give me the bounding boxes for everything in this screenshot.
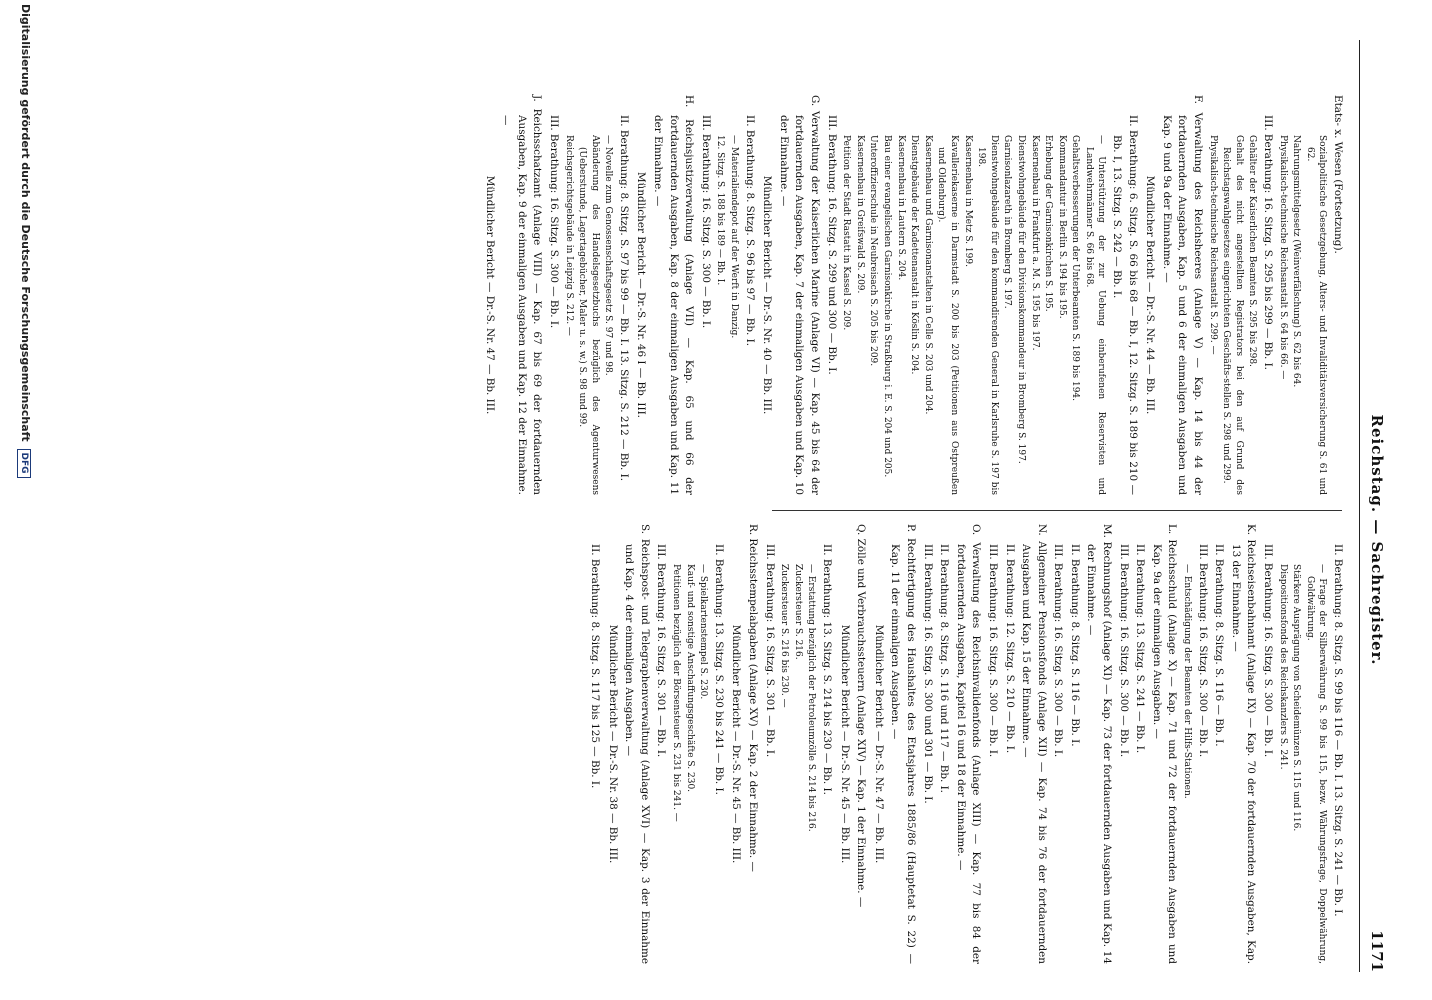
- index-entry: — Frage der Silberwährung S. 99 bis 115, bezw. Währungsfrage, Doppelwährung, Goldwährung.: [1304, 564, 1328, 964]
- index-entry: Reichsgerichtsgebäude in Leipzig S. 212. —: [563, 135, 574, 336]
- index-entry: Gehalt des nicht angestellten Registrators bei den auf Grund des Reichstagswahlgesetzes eingerichteten Geschäfts-stellen S. 298 und 299.: [1221, 135, 1244, 495]
- index-entry: Q. Zölle und Verbrauchssteuern (Anlage XIV) — Kap. 1 der Einnahme. —: [855, 524, 868, 908]
- index-entry: Sozialpolitische Gesetzgebung, Alters- und Invaliditätsversicherung S. 61 und 62.: [1304, 135, 1328, 495]
- index-entry: — Entschädigung der Beamten der Hilfs-Stationen.: [1182, 564, 1193, 799]
- index-entry: III. Berathung: 16. Sitzg. S. 301 — Bb. I.: [655, 544, 668, 758]
- column-divider: [772, 510, 1342, 511]
- index-entry: III. Berathung: 16. Sitzg. S. 300 — Bb. I.: [1196, 544, 1209, 758]
- page-header: [1350, 0, 1386, 1000]
- index-entry: Stärkere Ausprägung von Scheidemünzen S. 115 und 116.: [1291, 564, 1302, 832]
- index-entry: Physikalisch-technische Reichsanstalt S. 64 bis 66. —: [1277, 135, 1288, 380]
- index-entry: Dispositionsfonds des Reichskanzlers S. 241.: [1277, 564, 1288, 770]
- index-entry: II. Berathung: 8. Sitzg. S. 116 — Bb. I.: [1068, 544, 1081, 747]
- index-entry: Gehälter der Kaiserlichen Beamten S. 295 bis 298.: [1247, 135, 1258, 367]
- index-entry: Mündlicher Bericht — Dr.-S. Nr. 45 — Bb. III.: [838, 624, 851, 864]
- dfg-logo: DFG: [17, 449, 31, 478]
- index-entry: M. Rechnungshof (Anlage XI) — Kap. 73 der fortdauernden Ausgaben und Kap. 14 der Einnahme. —: [1085, 524, 1114, 964]
- index-entry: III. Berathung: 16. Sitzg. S. 300 — Bb. I.: [1052, 544, 1065, 758]
- index-entry: S. Reichspost- und Telegraphenverwaltung (Anlage XVI) — Kap. 3 der Einnahme und Kap. 4 der einmaligen Ausgaben. —: [623, 524, 651, 964]
- index-entry: Erhebung der Garnisonkirchen S. 195.: [1043, 135, 1054, 312]
- index-entry: Dienstwohngebäude für den kommandirenden General in Karlsruhe S. 197 bis 198.: [976, 135, 999, 495]
- index-entry: Kasernenbau in Metz S. 199.: [962, 135, 973, 267]
- index-entry: II. Berathung: 8. Sitzg. S. 116 und 117 — Bb. I.: [938, 544, 951, 793]
- index-entry: III. Berathung: 16. Sitzg. S. 300 — Bb. I.: [1262, 544, 1275, 758]
- index-entry: Kavalleriekaserne in Darmstadt S. 200 bis 203 (Petitionen aus Ostpreußen und Oldenburg).: [936, 135, 959, 495]
- index-entry: N. Allgemeiner Pensionsfonds (Anlage XII) — Kap. 74 bis 76 der fortdauernden Ausgaben und Kap. 15 der Einnahme. —: [1020, 524, 1048, 964]
- index-entry: Mündlicher Bericht — Dr.-S. Nr. 47 — Bb. III.: [483, 175, 496, 415]
- index-entry: G. Verwaltung der Kaiserlichen Marine (Anlage VI) — Kap. 45 bis 64 der fortdauernden Ausgaben, Kap. 7 der einmaligen Ausgaben und Kap. 10 der Einnahme. —: [777, 95, 822, 495]
- index-entry: Etats- x. Wesen (Fortsetzung).: [1332, 95, 1344, 254]
- index-entry: Dienstgebäude der Kadettenanstalt in Köslin S. 204.: [909, 135, 920, 375]
- index-entry: Abänderung des Handelsgesetzbuchs bezüglich des Agenturwesens (Ueberstunde, Lagertagebücher, Maler u. s. w.) S. 98 und 99.: [577, 135, 600, 495]
- index-entry: Zuckersteuer S. 216 bis 230. —: [779, 564, 790, 708]
- right-column: [586, 524, 1346, 964]
- index-entry: — Materialiendepot auf der Werft in Danzig.: [729, 135, 740, 339]
- index-entry: Mündlicher Bericht — Dr.-S. Nr. 38 — Bb. III.: [606, 624, 619, 864]
- index-entry: — Erstattung bezüglich der Petroleumzölle S. 214 bis 216.: [806, 564, 817, 832]
- index-entry: Mündlicher Bericht — Dr.-S. Nr. 40 — Bb. III.: [761, 175, 774, 415]
- index-entry: III. Berathung: 16. Sitzg. S. 300 — Bb. I.: [547, 115, 560, 329]
- index-entry: Kommandantur in Berlin S. 194 bis 195.: [1056, 135, 1067, 319]
- index-entry: III. Berathung: 16. Sitzg. S. 300 — Bb. I.: [699, 115, 712, 329]
- index-entry: III. Berathung: 16. Sitzg. S. 295 bis 299 — Bb. I.: [1262, 115, 1275, 370]
- index-entry: O. Verwaltung des Reichsinvalidenfonds (Anlage XIII) — Kap. 77 bis 84 der fortdauernden Ausgaben, Kapitel 16 und 18 der Einnahme. —: [954, 524, 983, 964]
- page-number: 1171: [1368, 930, 1386, 972]
- index-entry: II. Berathung: 8. Sitzg. S. 97 bis 99 — Bb. I. 13. Sitzg. S. 212 — Bb. I.: [617, 115, 630, 482]
- index-entry: P. Rechtfertigung des Haushaltes des Etatsjahres 1885/86 (Hauptetat S. 22) — Kap. 11 der einmaligen Ausgaben. —: [889, 524, 917, 964]
- index-entry: K. Reichseisenbahnamt (Anlage IX) — Kap. 70 der fortdauernden Ausgaben, Kap. 13 der Einnahme. —: [1229, 524, 1258, 964]
- index-entry: L. Reichsschuld (Anlage X) — Kap. 71 und 72 der fortdauernden Ausgaben und Kap. 9a der einmaligen Ausgaben. —: [1150, 524, 1179, 964]
- index-entry: II. Berathung: 13. Sitzg. S. 214 bis 230 — Bb. I.: [821, 544, 833, 795]
- index-entry: II. Berathung: 8. Sitzg. S. 116 — Bb. I.: [1213, 544, 1226, 747]
- index-entry: Kasernenbau in Lautern S. 204.: [895, 135, 906, 281]
- index-entry: II. Berathung: 12. Sitzg. S. 210 — Bb. I.: [1003, 544, 1016, 754]
- index-entry: Physikalisch-technische Reichsanstalt S. 299. —: [1207, 135, 1218, 355]
- header-rule: [1359, 40, 1360, 972]
- index-entry: R. Reichsstempelabgaben (Anlage XV) — Kap. 2 der Einnahme. —: [747, 524, 760, 872]
- index-entry: II. Berathung: 13. Sitzg. S. 230 bis 241 — Bb. I.: [712, 544, 725, 795]
- index-entry: Mündlicher Bericht — Dr.-S. Nr. 46 I — Bb. III.: [635, 172, 648, 418]
- index-entry: III. Berathung: 16. Sitzg. S. 299 und 300 — Bb. I.: [825, 115, 838, 375]
- index-entry: Mündlicher Bericht — Dr.-S. Nr. 45 — Bb. III.: [730, 624, 743, 864]
- index-entry: — Unterstützung der zur Uebung einberufenen Reservisten und Landwehrmänner S. 66 bis 68.: [1083, 135, 1107, 495]
- index-entry: Unteroffizierschule in Neubreisach S. 205 bis 209.: [868, 135, 879, 367]
- index-entry: Garnisonlazareth in Bromberg S. 197.: [1002, 135, 1013, 309]
- index-entry: — Spielkartenstempel S. 230.: [698, 564, 709, 700]
- index-entry: Mündlicher Bericht — Dr.-S. Nr. 47 — Bb. III.: [872, 624, 885, 864]
- index-entry: Kauf- und sonstige Anschaffungsgeschäfte S. 230.: [684, 564, 695, 793]
- index-entry: II. Berathung: 13. Sitzg. S. 241 — Bb. I.: [1134, 544, 1147, 754]
- index-entry: — Novelle zum Genossenschaftsgesetz S. 97 und 98.: [603, 135, 614, 376]
- index-entry: Kasernenbau in Greifswald S. 209.: [854, 135, 865, 294]
- index-entry: 12. Sitzg. S. 188 bis 189 — Bb. I.: [715, 135, 726, 286]
- index-entry: Mündlicher Bericht — Dr.-S. Nr. 44 — Bb. III.: [1144, 175, 1157, 415]
- index-entry: Gehaltsverbesserungen der Unterbeamten S. 189 bis 194.: [1070, 135, 1081, 402]
- credit-text: Digitalisierung gefördert durch die Deutsche Forschungsgemeinschaft: [19, 4, 32, 442]
- index-entry: F. Verwaltung des Reichsheeres (Anlage V) — Kap. 14 bis 44 der fortdauernden Ausgaben, Kap. 5 und 6 der einmaligen Ausgaben und Kap. 9 und 9a der Einnahme. —: [1160, 95, 1205, 495]
- page-title: Reichstag. — Sachregister.: [1368, 414, 1386, 666]
- index-entry: II. Berathung: 8. Sitzg. S. 96 bis 97 — Bb. I.: [743, 115, 756, 347]
- index-entry: Nahrungsmittelgesetz (Weinverfälschung) S. 62 bis 64.: [1291, 135, 1302, 388]
- index-entry: II. Berathung: 8. Sitzg. S. 99 bis 116 — Bb. I. 13. Sitzg. S. 241 — Bb. I.: [1332, 544, 1344, 917]
- index-entry: Kasernenbau in Frankfurt a. M. S. 195 bis 197.: [1029, 135, 1040, 351]
- index-entry: Dienstwohngebäude für den Divisionskommandeur in Bromberg S. 197.: [1015, 135, 1026, 464]
- index-entry: II. Berathung: 8. Sitzg. S. 117 bis 125 — Bb. I.: [589, 544, 602, 789]
- index-entry: Petitionen bezüglich der Börsensteuer S. 231 bis 241. —: [671, 564, 682, 822]
- index-entry: Zuckersteuer S. 216.: [792, 564, 803, 660]
- index-entry: III. Berathung: 16. Sitzg. S. 300 und 301 — Bb. I.: [921, 544, 934, 804]
- index-entry: III. Berathung: 16. Sitzg. S. 301 — Bb. I.: [763, 544, 776, 758]
- index-entry: Petition der Stadt Rastatt in Kassel S. 209.: [841, 135, 852, 331]
- index-entry: III. Berathung: 16. Sitzg. S. 300 — Bb. I.: [986, 544, 999, 758]
- index-entry: Kasernenbau und Garnisonanstalten in Celle S. 203 und 204.: [922, 135, 933, 415]
- index-entry: J. Reichsschatzamt (Anlage VIII) — Kap. 67 bis 69 der fortdauernden Ausgaben, Kap. 9 der einmaligen Ausgaben und Kap. 12 der Einnahme. —: [500, 95, 544, 495]
- index-entry: III. Berathung: 16. Sitzg. S. 300 — Bb. I.: [1117, 544, 1130, 758]
- index-entry: II. Berathung: 6. Sitzg. S. 66 bis 68 — Bb. I, 12. Sitzg. S. 189 bis 210 — Bb. I, 13. Sitzg. S. 242 — Bb. I.: [1111, 115, 1139, 495]
- left-column: [479, 95, 1345, 495]
- index-entry: H. Reichsjustizverwaltung (Anlage VII) — Kap. 65 und 66 der fortdauernden Ausgaben, Kap. 8 der einmaligen Ausgaben und Kap. 11 der Einnahme. —: [652, 95, 696, 495]
- index-entry: Bau einer evangelischen Garnisonkirche in Straßburg i. E. S. 204 und 205.: [882, 135, 892, 478]
